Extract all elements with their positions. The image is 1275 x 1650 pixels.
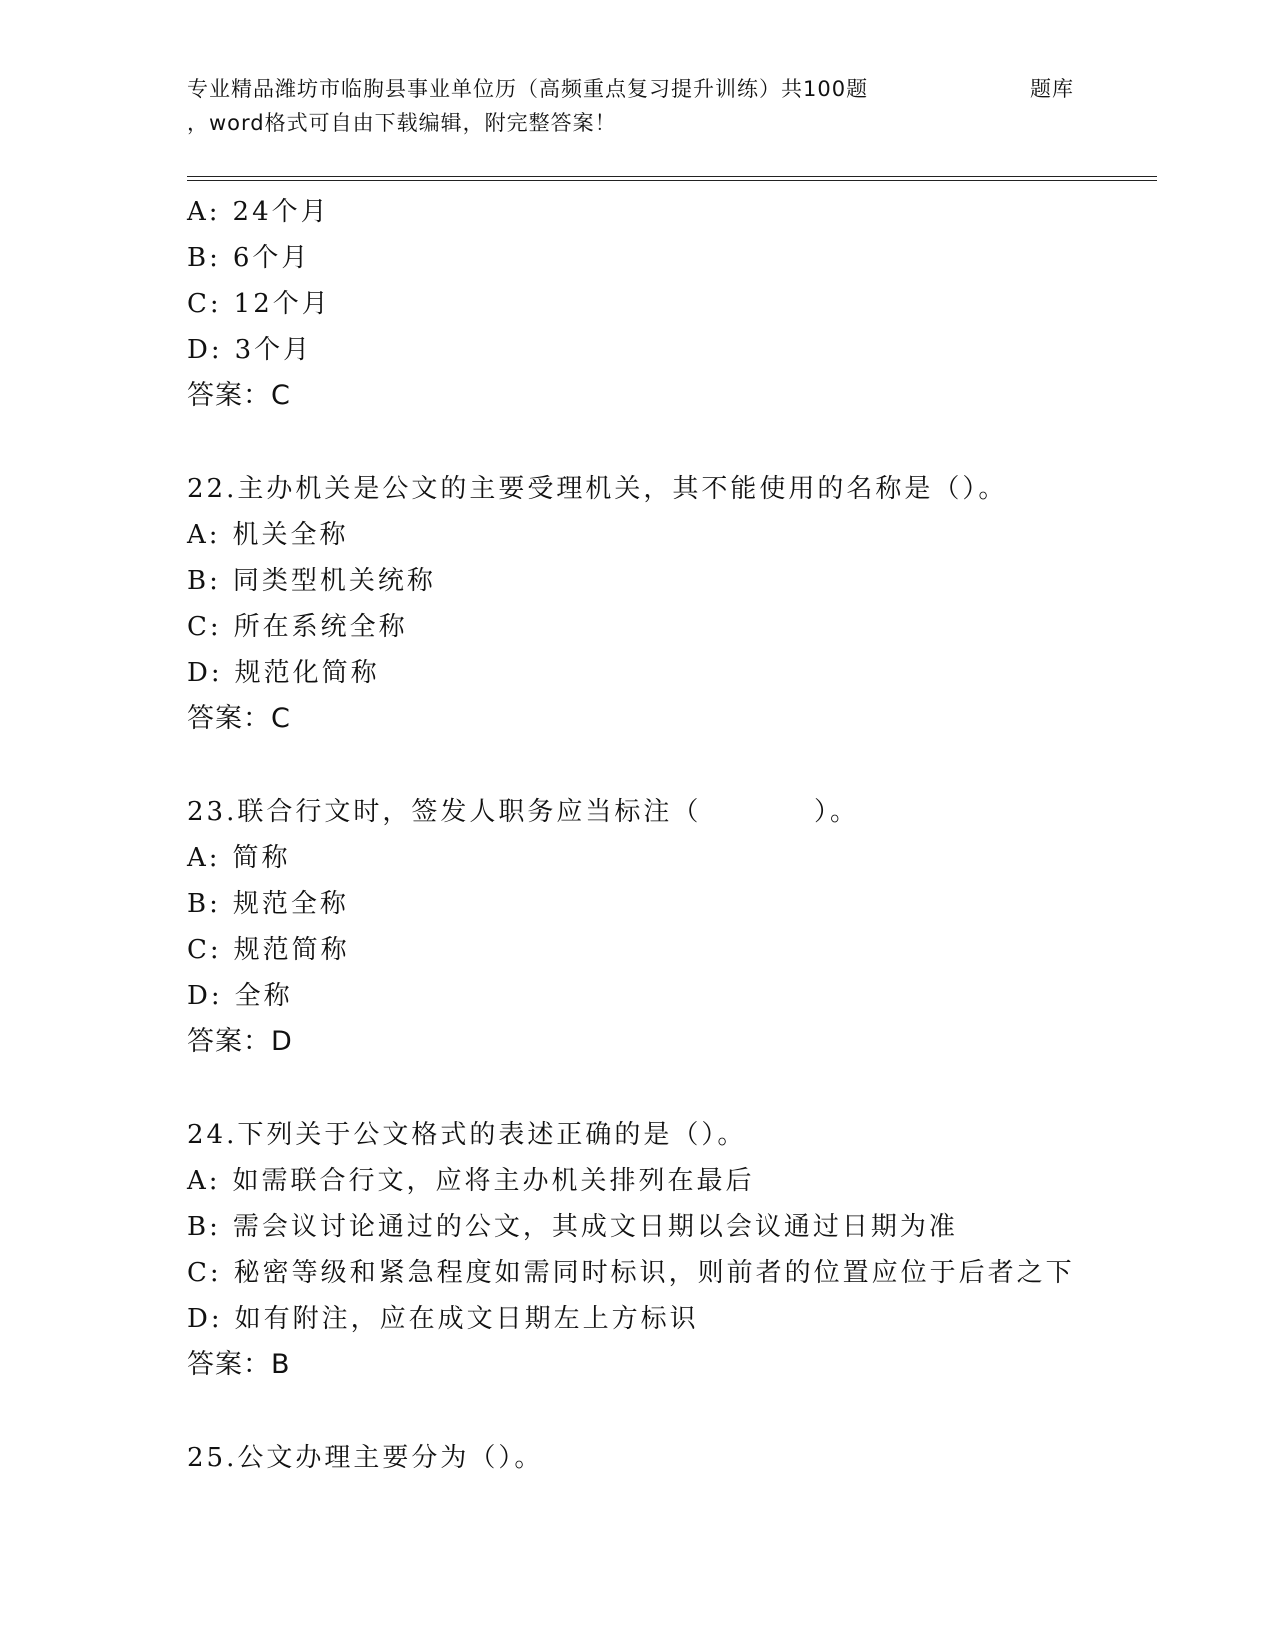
question-stem: 23.联合行文时，签发人职务应当标注（ ）。 [187, 797, 859, 827]
question-stem: 24.下列关于公文格式的表述正确的是（）。 [187, 1120, 747, 1150]
answer-line: 答案：D [187, 1026, 293, 1057]
option-c: C: 秘密等级和紧急程度如需同时标识，则前者的位置应位于后者之下 [187, 1258, 1075, 1288]
option-a: A: 机关全称 [187, 520, 349, 550]
question-block-23 [187, 789, 1187, 1065]
option-c: C: 12个月 [187, 289, 331, 319]
document-body [187, 189, 1187, 1481]
header-tag: 题库 [1030, 77, 1074, 101]
option-b: B: 需会议讨论通过的公文，其成文日期以会议通过日期为准 [187, 1212, 958, 1242]
question-block-24 [187, 1112, 1187, 1388]
header-divider [187, 176, 1157, 181]
option-d: D: 3个月 [187, 335, 313, 365]
option-c: C: 所在系统全称 [187, 612, 408, 642]
question-stem: 22.主办机关是公文的主要受理机关，其不能使用的名称是（）。 [187, 474, 1008, 504]
option-d: D: 全称 [187, 981, 293, 1011]
question-block-25 [187, 1435, 1187, 1481]
option-a: A: 如需联合行文，应将主办机关排列在最后 [187, 1166, 755, 1196]
option-d: D: 规范化简称 [187, 658, 380, 688]
question-stem: 25.公文办理主要分为（）。 [187, 1443, 544, 1473]
header-line-2: ，word格式可自由下载编辑，附完整答案！ [187, 111, 617, 135]
option-c: C: 规范简称 [187, 935, 350, 965]
answer-line: 答案：C [187, 703, 291, 734]
answer-line: 答案：B [187, 1349, 291, 1380]
question-block-22 [187, 466, 1187, 742]
option-d: D: 如有附注，应在成文日期左上方标识 [187, 1304, 699, 1334]
header-line-1 [187, 72, 1147, 106]
option-b: B: 6个月 [187, 243, 311, 273]
option-b: B: 同类型机关统称 [187, 566, 436, 596]
option-b: B: 规范全称 [187, 889, 349, 919]
question-block-21 [187, 189, 1187, 419]
option-a: A: 简称 [187, 843, 291, 873]
header-title: 专业精品潍坊市临朐县事业单位历（高频重点复习提升训练）共100题 [187, 77, 869, 101]
answer-line: 答案：C [187, 380, 291, 411]
document-header [187, 72, 1147, 140]
option-a: A: 24个月 [187, 197, 330, 227]
